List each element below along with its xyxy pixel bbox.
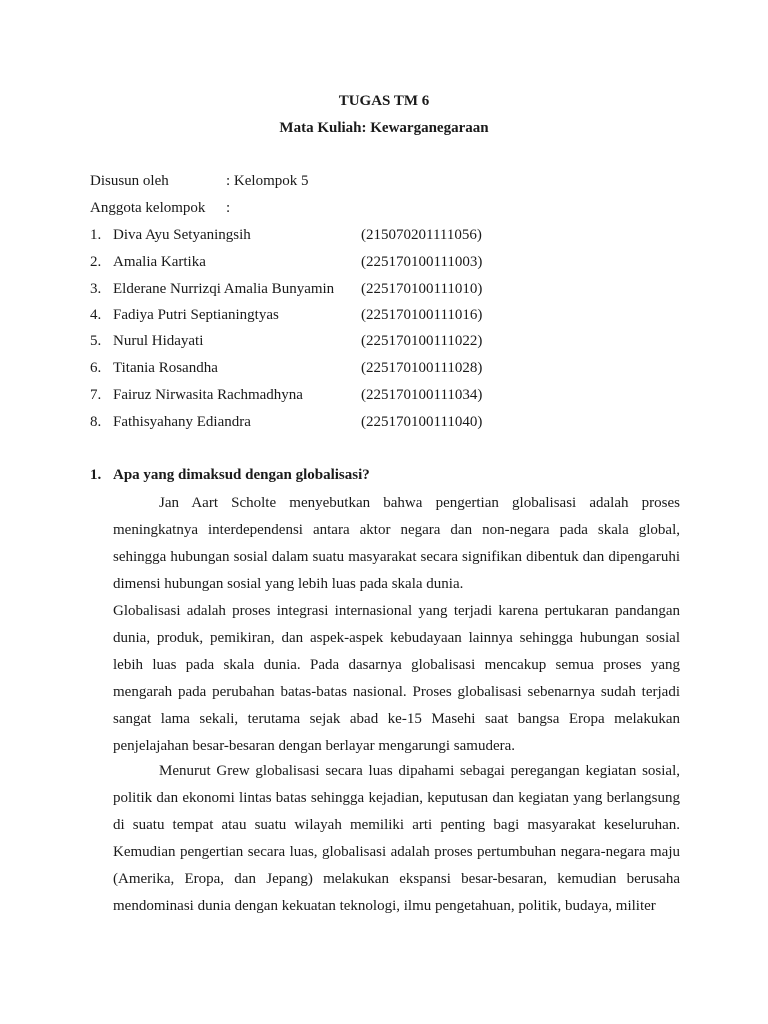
member-name: Elderane Nurrizqi Amalia Bunyamin (113, 281, 335, 297)
member-number: 1. (90, 227, 102, 243)
member-nim: (225170100111010) (361, 281, 483, 297)
member-name: Titania Rosandha (113, 360, 218, 376)
member-nim: (225170100111022) (361, 333, 483, 349)
member-nim: (225170100111040) (361, 414, 483, 430)
members-colon: : (226, 200, 231, 216)
member-nim: (225170100111016) (361, 307, 483, 323)
answer-paragraph-1: Jan Aart Scholte menyebutkan bahwa pengertian globalisasi adalah proses meningkatnya interdependensi antara aktor negara dan non-negara pada skala global, sehingga hubungan sosial dalam suatu masyarakat secara signifikan dibentuk dan dipengaruhi dimensi hubungan sosial yang lebih luas pada skala dunia. (113, 495, 680, 592)
member-name: Diva Ayu Setyaningsih (113, 227, 251, 243)
members-label: Anggota kelompok (90, 200, 206, 216)
member-name: Fathisyahany Ediandra (113, 414, 251, 430)
compiled-by-label: Disusun oleh (90, 173, 169, 189)
compiled-by-value: : Kelompok 5 (226, 173, 309, 189)
member-name: Nurul Hidayati (113, 333, 204, 349)
member-nim: (225170100111028) (361, 360, 483, 376)
question-number: 1. (90, 467, 102, 483)
member-number: 8. (90, 414, 102, 430)
member-nim: (215070201111056) (361, 227, 482, 243)
document-title: TUGAS TM 6 (338, 93, 430, 109)
member-name: Fairuz Nirwasita Rachmadhyna (113, 387, 303, 403)
member-name: Amalia Kartika (113, 254, 206, 270)
member-nim: (225170100111034) (361, 387, 483, 403)
member-number: 6. (90, 360, 102, 376)
question-heading: Apa yang dimaksud dengan globalisasi? (113, 467, 370, 483)
member-number: 3. (90, 281, 102, 297)
member-nim: (225170100111003) (361, 254, 483, 270)
member-number: 4. (90, 307, 102, 323)
answer-paragraph-2: Globalisasi adalah proses integrasi internasional yang terjadi karena pertukaran pandangan dunia, produk, pemikiran, dan aspek-aspek kebudayaan lainnya sehingga hubungan sosial lebih luas pada skala dunia. Pada dasarnya globalisasi mencakup semua proses yang mengarah pada perubahan batas-batas nasional. Proses globalisasi sebenarnya sudah terjadi sangat lama sekali, terutama sejak abad ke-15 Masehi saat bangsa Eropa melakukan penjelajahan besar-besaran dengan berlayar mengarungi samudera. (113, 603, 680, 754)
member-name: Fadiya Putri Septianingtyas (113, 307, 279, 323)
member-number: 7. (90, 387, 102, 403)
member-number: 2. (90, 254, 102, 270)
answer-paragraph-3: Menurut Grew globalisasi secara luas dipahami sebagai peregangan kegiatan sosial, politik dan ekonomi lintas batas sehingga kejadian, keputusan dan kegiatan yang berlangsung di suatu tempat atau suatu wilayah memiliki arti penting bagi masyarakat keseluruhan. Kemudian pengertian secara luas, globalisasi adalah proses pertumbuhan negara-negara maju (Amerika, Eropa, dan Jepang) melakukan ekspansi besar-besaran, kemudian berusaha mendominasi dunia dengan kekuatan teknologi, ilmu pengetahuan, politik, budaya, militer (113, 763, 680, 914)
member-number: 5. (90, 333, 102, 349)
course-subtitle: Mata Kuliah: Kewarganegaraan (279, 120, 489, 136)
